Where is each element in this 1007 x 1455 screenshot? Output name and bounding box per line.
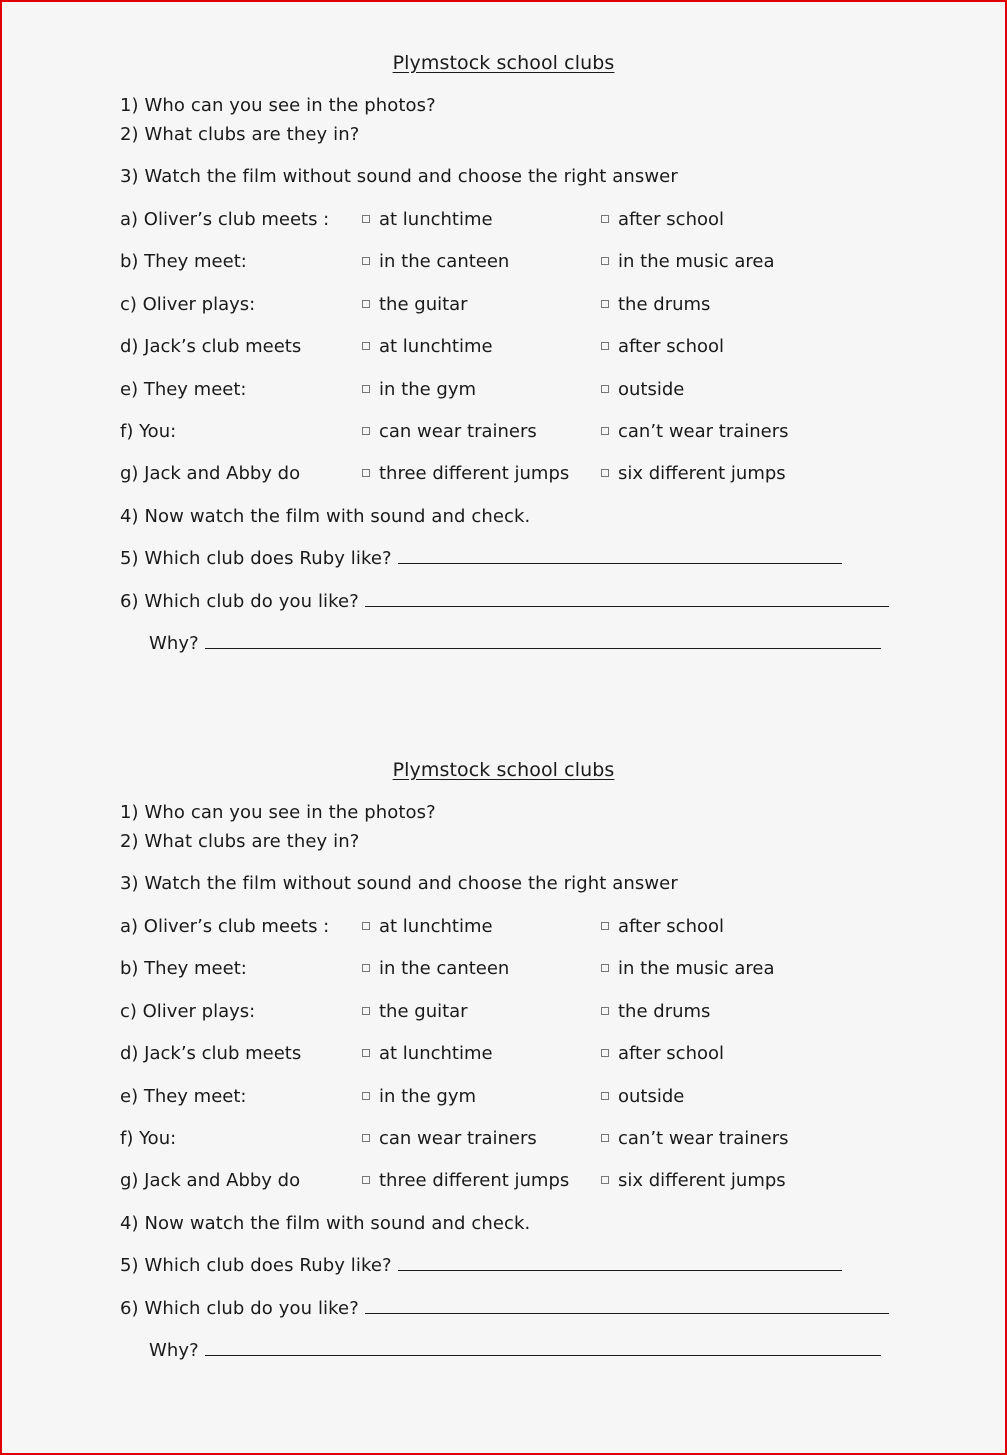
option-text: at lunchtime — [379, 209, 493, 230]
worksheet-copy-top — [2, 2, 1005, 702]
choice-label: b) They meet: — [120, 958, 247, 979]
choice-option-1[interactable] — [362, 463, 569, 484]
choice-option-2[interactable] — [601, 379, 684, 400]
option-text: the drums — [618, 294, 711, 315]
why-question — [149, 633, 881, 654]
choice-row-b — [2, 251, 1005, 277]
option-text: the guitar — [379, 1001, 468, 1022]
choice-option-1[interactable] — [362, 1170, 569, 1191]
option-text: after school — [618, 336, 725, 357]
choice-label: f) You: — [120, 421, 177, 442]
choice-row-c — [2, 294, 1005, 320]
choice-option-2[interactable] — [601, 294, 710, 315]
choice-row-a — [2, 209, 1005, 235]
checkbox-icon[interactable] — [601, 1176, 609, 1184]
option-text: at lunchtime — [379, 916, 493, 937]
question-4: 4) Now watch the film with sound and check. — [120, 506, 531, 527]
question-6-text: 6) Which club do you like? — [120, 1298, 359, 1319]
question-1: 1) Who can you see in the photos? — [120, 95, 436, 116]
choice-row-e — [2, 1086, 1005, 1112]
option-text: in the music area — [618, 958, 775, 979]
choice-label: f) You: — [120, 1128, 177, 1149]
choice-label: a) Oliver’s club meets : — [120, 209, 330, 230]
option-text: can wear trainers — [379, 421, 537, 442]
question-2: 2) What clubs are they in? — [120, 831, 360, 852]
choice-label: e) They meet: — [120, 379, 247, 400]
option-text: six different jumps — [618, 463, 786, 484]
worksheet-copy-bottom — [2, 709, 1005, 1409]
checkbox-icon[interactable] — [362, 922, 370, 930]
checkbox-icon[interactable] — [601, 342, 609, 350]
option-text: outside — [618, 1086, 685, 1107]
choice-option-1[interactable] — [362, 294, 468, 315]
option-text: in the gym — [379, 1086, 477, 1107]
choice-row-b — [2, 958, 1005, 984]
choice-label: d) Jack’s club meets — [120, 1043, 302, 1064]
checkbox-icon[interactable] — [362, 342, 370, 350]
why-text: Why? — [149, 633, 199, 654]
choice-option-2[interactable] — [601, 916, 724, 937]
choice-option-1[interactable] — [362, 1128, 537, 1149]
choice-option-1[interactable] — [362, 209, 493, 230]
choice-option-1[interactable] — [362, 916, 493, 937]
question-5-text: 5) Which club does Ruby like? — [120, 1255, 392, 1276]
choice-label: b) They meet: — [120, 251, 247, 272]
checkbox-icon[interactable] — [362, 1092, 370, 1100]
checkbox-icon[interactable] — [362, 1134, 370, 1142]
choice-option-1[interactable] — [362, 379, 476, 400]
choice-row-e — [2, 379, 1005, 405]
choice-label: c) Oliver plays: — [120, 294, 256, 315]
checkbox-icon[interactable] — [601, 215, 609, 223]
option-text: three different jumps — [379, 1170, 570, 1191]
choice-label: c) Oliver plays: — [120, 1001, 256, 1022]
choice-option-1[interactable] — [362, 421, 537, 442]
checkbox-icon[interactable] — [601, 964, 609, 972]
choice-option-2[interactable] — [601, 1001, 710, 1022]
choice-option-2[interactable] — [601, 336, 724, 357]
worksheet-title: Plymstock school clubs — [392, 759, 615, 781]
question-4: 4) Now watch the film with sound and check. — [120, 1213, 531, 1234]
choice-option-1[interactable] — [362, 958, 509, 979]
checkbox-icon[interactable] — [362, 427, 370, 435]
checkbox-icon[interactable] — [362, 257, 370, 265]
option-text: outside — [618, 379, 685, 400]
checkbox-icon[interactable] — [601, 385, 609, 393]
choice-row-g — [2, 1170, 1005, 1196]
checkbox-icon[interactable] — [601, 469, 609, 477]
checkbox-icon[interactable] — [601, 427, 609, 435]
checkbox-icon[interactable] — [362, 300, 370, 308]
choice-label: a) Oliver’s club meets : — [120, 916, 330, 937]
option-text: the drums — [618, 1001, 711, 1022]
question-2: 2) What clubs are they in? — [120, 124, 360, 145]
choice-option-2[interactable] — [601, 463, 786, 484]
choice-option-1[interactable] — [362, 1001, 468, 1022]
option-text: in the canteen — [379, 251, 510, 272]
choice-option-2[interactable] — [601, 209, 724, 230]
choice-row-d — [2, 336, 1005, 362]
choice-option-1[interactable] — [362, 251, 509, 272]
option-text: at lunchtime — [379, 336, 493, 357]
choice-option-2[interactable] — [601, 958, 774, 979]
checkbox-icon[interactable] — [601, 257, 609, 265]
option-text: the guitar — [379, 294, 468, 315]
worksheet-title: Plymstock school clubs — [392, 52, 615, 74]
question-6 — [120, 1298, 889, 1319]
option-text: six different jumps — [618, 1170, 786, 1191]
answer-line[interactable] — [398, 549, 842, 564]
choice-option-2[interactable] — [601, 1043, 724, 1064]
option-text: three different jumps — [379, 463, 570, 484]
checkbox-icon[interactable] — [362, 1176, 370, 1184]
choice-option-2[interactable] — [601, 1086, 684, 1107]
checkbox-icon[interactable] — [601, 1134, 609, 1142]
option-text: in the music area — [618, 251, 775, 272]
choice-row-d — [2, 1043, 1005, 1069]
answer-line[interactable] — [365, 1299, 889, 1314]
checkbox-icon[interactable] — [362, 1049, 370, 1057]
question-5 — [120, 1255, 842, 1276]
choice-row-f — [2, 1128, 1005, 1154]
choice-option-1[interactable] — [362, 1043, 493, 1064]
choice-row-a — [2, 916, 1005, 942]
choice-option-2[interactable] — [601, 1170, 786, 1191]
question-5 — [120, 548, 842, 569]
checkbox-icon[interactable] — [362, 215, 370, 223]
answer-line[interactable] — [398, 1256, 842, 1271]
checkbox-icon[interactable] — [362, 469, 370, 477]
checkbox-icon[interactable] — [362, 964, 370, 972]
question-6-text: 6) Which club do you like? — [120, 591, 359, 612]
checkbox-icon[interactable] — [601, 1049, 609, 1057]
choice-row-c — [2, 1001, 1005, 1027]
answer-line[interactable] — [205, 1341, 881, 1356]
answer-line[interactable] — [365, 592, 889, 607]
question-5-text: 5) Which club does Ruby like? — [120, 548, 392, 569]
question-6 — [120, 591, 889, 612]
why-question — [149, 1340, 881, 1361]
choice-option-2[interactable] — [601, 1128, 789, 1149]
checkbox-icon[interactable] — [362, 385, 370, 393]
checkbox-icon[interactable] — [601, 922, 609, 930]
choice-label: g) Jack and Abby do — [120, 463, 301, 484]
choice-row-f — [2, 421, 1005, 447]
option-text: can wear trainers — [379, 1128, 537, 1149]
option-text: after school — [618, 916, 725, 937]
choice-option-2[interactable] — [601, 251, 774, 272]
question-3: 3) Watch the film without sound and choose the right answer — [120, 166, 678, 187]
option-text: after school — [618, 209, 725, 230]
choice-label: g) Jack and Abby do — [120, 1170, 301, 1191]
why-text: Why? — [149, 1340, 199, 1361]
checkbox-icon[interactable] — [601, 300, 609, 308]
option-text: after school — [618, 1043, 725, 1064]
checkbox-icon[interactable] — [601, 1007, 609, 1015]
question-3: 3) Watch the film without sound and choose the right answer — [120, 873, 678, 894]
choice-option-1[interactable] — [362, 1086, 476, 1107]
question-1: 1) Who can you see in the photos? — [120, 802, 436, 823]
checkbox-icon[interactable] — [362, 1007, 370, 1015]
checkbox-icon[interactable] — [601, 1092, 609, 1100]
choice-row-g — [2, 463, 1005, 489]
choice-option-2[interactable] — [601, 421, 789, 442]
choice-label: e) They meet: — [120, 1086, 247, 1107]
option-text: at lunchtime — [379, 1043, 493, 1064]
option-text: can’t wear trainers — [618, 1128, 789, 1149]
option-text: in the canteen — [379, 958, 510, 979]
answer-line[interactable] — [205, 634, 881, 649]
option-text: in the gym — [379, 379, 477, 400]
choice-label: d) Jack’s club meets — [120, 336, 302, 357]
choice-option-1[interactable] — [362, 336, 493, 357]
option-text: can’t wear trainers — [618, 421, 789, 442]
